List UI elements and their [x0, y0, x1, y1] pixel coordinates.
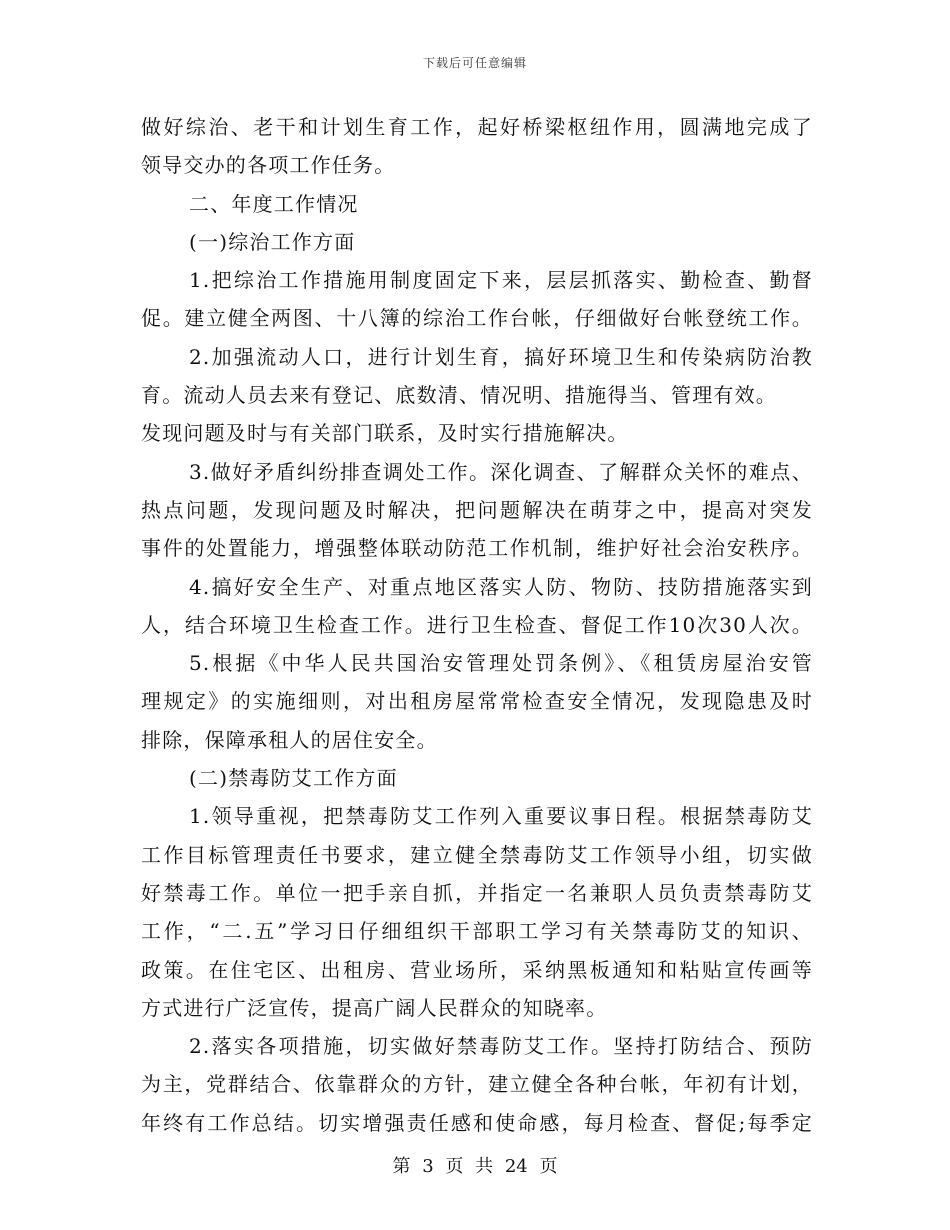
page-header: 下载后可任意编辑	[422, 56, 527, 70]
text-line: 事件的处置能力，增强整体联动防范工作机制，维护好社会治安秩序。	[141, 536, 813, 561]
text-line: 热点问题，发现问题及时解决，把问题解决在萌芽之中，提高对突发	[141, 497, 813, 522]
text-line: 1.把综治工作措施用制度固定下来，层层抓落实、勤检查、勤督	[189, 268, 813, 293]
text-line: 年终有工作总结。切实增强责任感和使命感，每月检查、督促;每季定	[141, 1110, 813, 1135]
text-line: 3.做好矛盾纠纷排查调处工作。深化调查、了解群众关怀的难点、	[189, 459, 813, 484]
text-line: 1.领导重视，把禁毒防艾工作列入重要议事日程。根据禁毒防艾	[189, 804, 813, 829]
text-line: 政策。在住宅区、出租房、营业场所，采纳黑板通知和粘贴宣传画等	[141, 957, 813, 982]
document-body	[141, 108, 813, 1142]
text-line: 好禁毒工作。单位一把手亲自抓，并指定一名兼职人员负责禁毒防艾	[141, 880, 813, 905]
text-line: 工作，“二.五”学习日仔细组织干部职工学习有关禁毒防艾的知识、	[141, 919, 813, 944]
text-line: 育。流动人员去来有登记、底数清、情况明、措施得当、管理有效。	[141, 383, 777, 408]
text-line: 做好综治、老干和计划生育工作，起好桥梁枢纽作用，圆满地完成了	[141, 115, 813, 139]
text-line: 4.搞好安全生产、对重点地区落实人防、物防、技防措施落实到	[189, 574, 813, 599]
text-line: 2.落实各项措施，切实做好禁毒防艾工作。坚持打防结合、预防	[189, 1034, 813, 1059]
text-line: 促。建立健全两图、十八簿的综治工作台帐，仔细做好台帐登统工作。	[141, 306, 813, 331]
section-heading: 二、年度工作情况	[189, 191, 359, 216]
text-line: 人，结合环境卫生检查工作。进行卫生检查、督促工作10次30人次。	[141, 612, 813, 637]
text-line: 2.加强流动人口，进行计划生育，搞好环境卫生和传染病防治教	[189, 344, 813, 369]
text-line: 工作目标管理责任书要求，建立健全禁毒防艾工作领导小组，切实做	[141, 842, 813, 867]
page-number: 第 3 页 共 24 页	[392, 1156, 558, 1177]
text-line: 为主，党群结合、依靠群众的方针，建立健全各种台帐，年初有计划，	[141, 1072, 813, 1097]
text-line: 方式进行广泛宣传，提高广阔人民群众的知晓率。	[141, 995, 608, 1020]
text-line: 发现问题及时与有关部门联系，及时实行措施解决。	[141, 421, 629, 446]
text-line: 排除，保障承租人的居住安全。	[141, 727, 438, 752]
subsection-heading: (二)禁毒防艾工作方面	[189, 766, 398, 791]
text-line: 5.根据《中华人民共国治安管理处罚条例》、《租赁房屋治安管	[189, 651, 813, 676]
text-line: 理规定》的实施细则，对出租房屋常常检查安全情况，发现隐患及时	[141, 689, 813, 714]
subsection-heading: (一)综治工作方面	[189, 229, 356, 254]
text-line: 领导交办的各项工作任务。	[141, 153, 396, 178]
